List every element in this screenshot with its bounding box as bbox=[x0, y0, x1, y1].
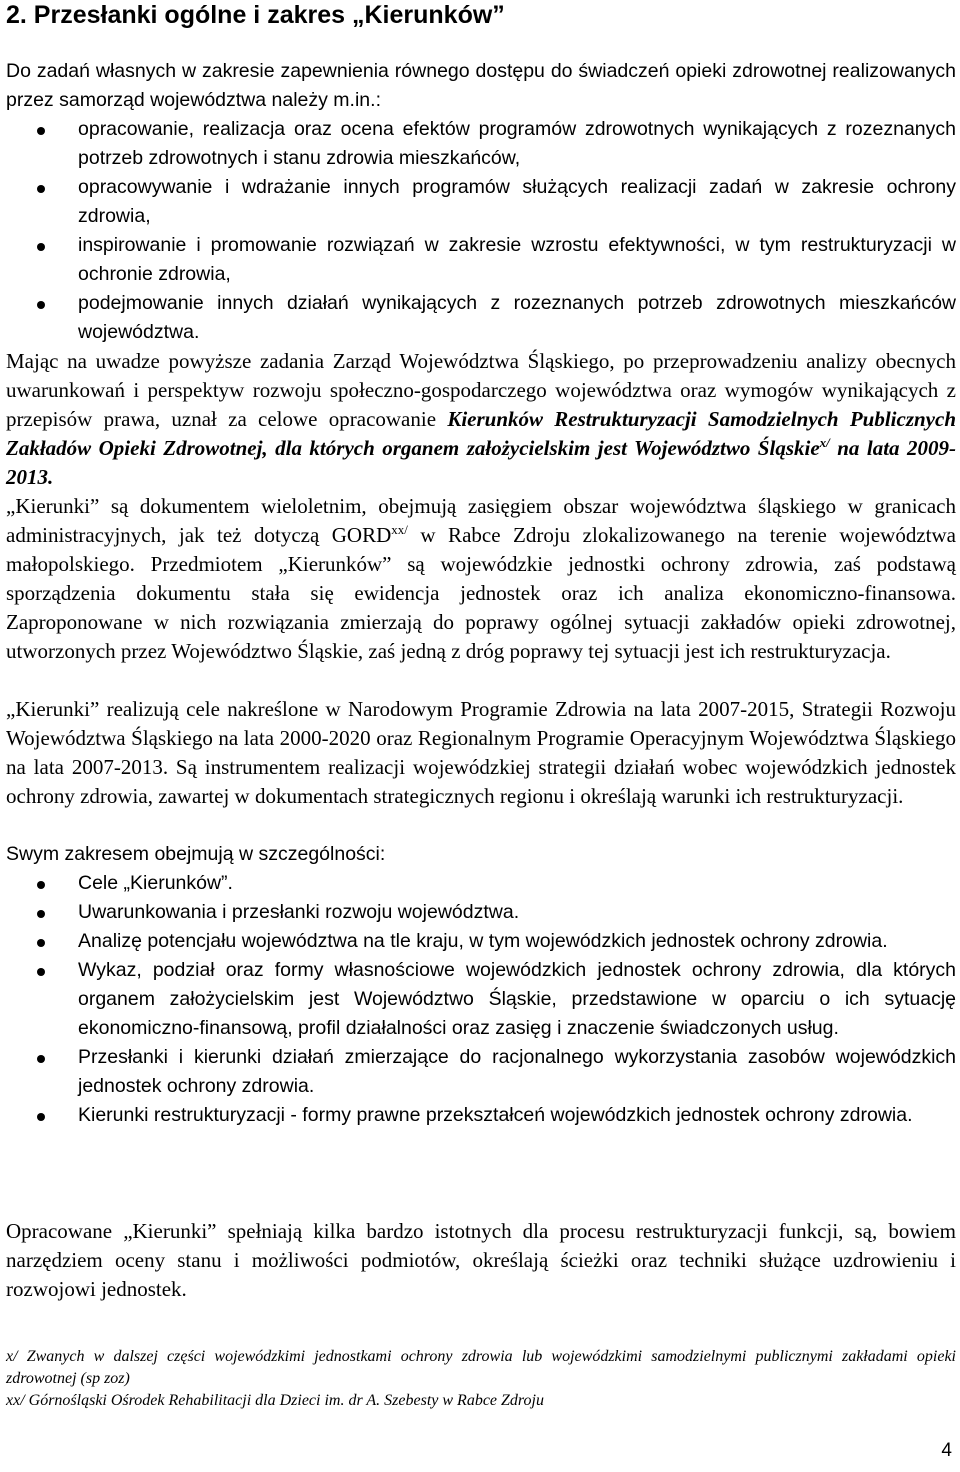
document-title-emphasis: Kierunków Restrukturyzacji Samodzielnych Publicznych Zakładów Opieki Zdrowotnej, dla których organem założycielskim jest Województwo Śląskie bbox=[6, 407, 957, 460]
list-item: Analizę potencjału województwa na tle kraju, w tym wojewódzkich jednostek ochrony zdrowia. bbox=[6, 927, 956, 956]
bullet-icon bbox=[37, 301, 45, 309]
list-item: Uwarunkowania i przesłanki rozwoju województwa. bbox=[6, 898, 956, 927]
bullet-icon bbox=[37, 1113, 45, 1121]
footnote: xx/ Górnośląski Ośrodek Rehabilitacji dla Dzieci im. dr A. Szebesty w Rabce Zdroju bbox=[6, 1392, 544, 1409]
list-item: Kierunki restrukturyzacji - formy prawne przekształceń wojewódzkich jednostek ochrony zdrowia. bbox=[6, 1101, 956, 1130]
list-item: opracowanie, realizacja oraz ocena efektów programów zdrowotnych wynikających z rozeznanych potrzeb zdrowotnych i stanu zdrowia mieszkańców, bbox=[6, 115, 956, 173]
list-item: inspirowanie i promowanie rozwiązań w zakresie wzrostu efektywności, w tym restrukturyzacji w ochronie zdrowia, bbox=[6, 231, 956, 289]
paragraph-scope-description: „Kierunki” są dokumentem wieloletnim, obejmują zasięgiem obszar województwa śląskiego w granicach administracyjnych, jak też dotyczą $GORD^{xx/}$ w Rabce Zdroju zlokalizowanego na terenie województwa małopolskiego. Przedmiotem „Kierunków” są wojewódzkie jednostki ochrony zdrowia, zaś podstawą sporządzenia dokumentu stała się ewidencja jednostek oraz ich analiza ekonomiczno-finansowa. Zaproponowane w nich rozwiązania zmierzają do poprawy ogólnej sytuacji zakładów opieki zdrowotnej, utworzonych przez Województwo Śląskie, zaś jedną z dróg poprawy tej sytuacji jest ich restrukturyzacja. bbox=[6, 494, 956, 663]
list-item: Cele „Kierunków”. bbox=[6, 869, 956, 898]
footnote-mark: xx/ bbox=[391, 522, 408, 537]
scope-intro: Swym zakresem obejmują w szczególności: bbox=[6, 843, 386, 865]
paragraph-decision: Mając na uwadze powyższe zadania Zarząd Województwa Śląskiego, po przeprowadzeniu analizy obecnych uwarunkowań i perspektyw rozwoju społeczno-gospodarczego województwa oraz wymogów wynikających z przepisów prawa, uznał za celowe opracowanie Kierunków Restrukturyzacji Samodzielnych Publicznych Zakładów Opieki Zdrowotnej, dla których organem założycielskim jest Województwo Śląskie$^{x/}$ na lata 2009-2013. bbox=[6, 349, 957, 489]
footnote-mark: x/ bbox=[819, 435, 830, 450]
closing-paragraph: Opracowane „Kierunki” spełniają kilka bardzo istotnych dla procesu restrukturyzacji funkcji, są, bowiem narzędziem oceny stanu i możliwości podmiotów, określają ścieżki oraz techniki służące uzdrowieniu i rozwojowi jednostek. bbox=[6, 1219, 956, 1301]
intro-paragraph: Do zadań własnych w zakresie zapewnienia równego dostępu do świadczeń opieki zdrowotnej realizowanych przez samorząd województwa należy m.in.: bbox=[6, 60, 956, 111]
bullet-icon bbox=[37, 910, 45, 918]
section-title: 2. Przesłanki ogólne i zakres „Kierunków” bbox=[6, 1, 505, 29]
list-item: opracowywanie i wdrażanie innych programów służących realizacji zadań w zakresie ochrony zdrowia, bbox=[6, 173, 956, 231]
bullet-icon bbox=[37, 185, 45, 193]
page-number: 4 bbox=[941, 1440, 952, 1461]
list-item: Przesłanki i kierunki działań zmierzające do racjonalnego wykorzystania zasobów wojewódzkich jednostek ochrony zdrowia. bbox=[6, 1043, 956, 1101]
bullet-icon bbox=[37, 939, 45, 947]
list-item: podejmowanie innych działań wynikających z rozeznanych potrzeb zdrowotnych mieszkańców województwa. bbox=[6, 289, 956, 347]
bullet-icon bbox=[37, 968, 45, 976]
bullet-icon bbox=[37, 243, 45, 251]
tasks-list bbox=[6, 115, 956, 347]
scope-list bbox=[6, 869, 956, 1130]
footnote: x/ Zwanych w dalszej części wojewódzkimi jednostkami ochrony zdrowia lub wojewódzkimi samodzielnymi publicznymi zakładami opieki zdrowotnej (sp zoz) bbox=[6, 1348, 956, 1387]
footnotes bbox=[6, 1346, 956, 1412]
list-item: Wykaz, podział oraz formy własnościowe wojewódzkich jednostek ochrony zdrowia, dla których organem założycielskim jest Województwo Śląskie, przedstawione w oparciu o ich sytuację ekonomiczno-finansową, profil działalności oraz zasięg i znaczenie świadczonych usług. bbox=[6, 956, 956, 1043]
bullet-icon bbox=[37, 1055, 45, 1063]
bullet-icon bbox=[37, 127, 45, 135]
bullet-icon bbox=[37, 881, 45, 889]
paragraph-programs: „Kierunki” realizują cele nakreślone w Narodowym Programie Zdrowia na lata 2007-2015, Strategii Rozwoju Województwa Śląskiego na lata 2000-2020 oraz Regionalnym Programie Operacyjnym Województwa Śląskiego na lata 2007-2013. Są instrumentem realizacji wojewódzkiej strategii działań wobec wojewódzkich jednostek ochrony zdrowia, zawartej w dokumentach strategicznych regionu i określają warunki ich restrukturyzacji. bbox=[6, 697, 956, 808]
